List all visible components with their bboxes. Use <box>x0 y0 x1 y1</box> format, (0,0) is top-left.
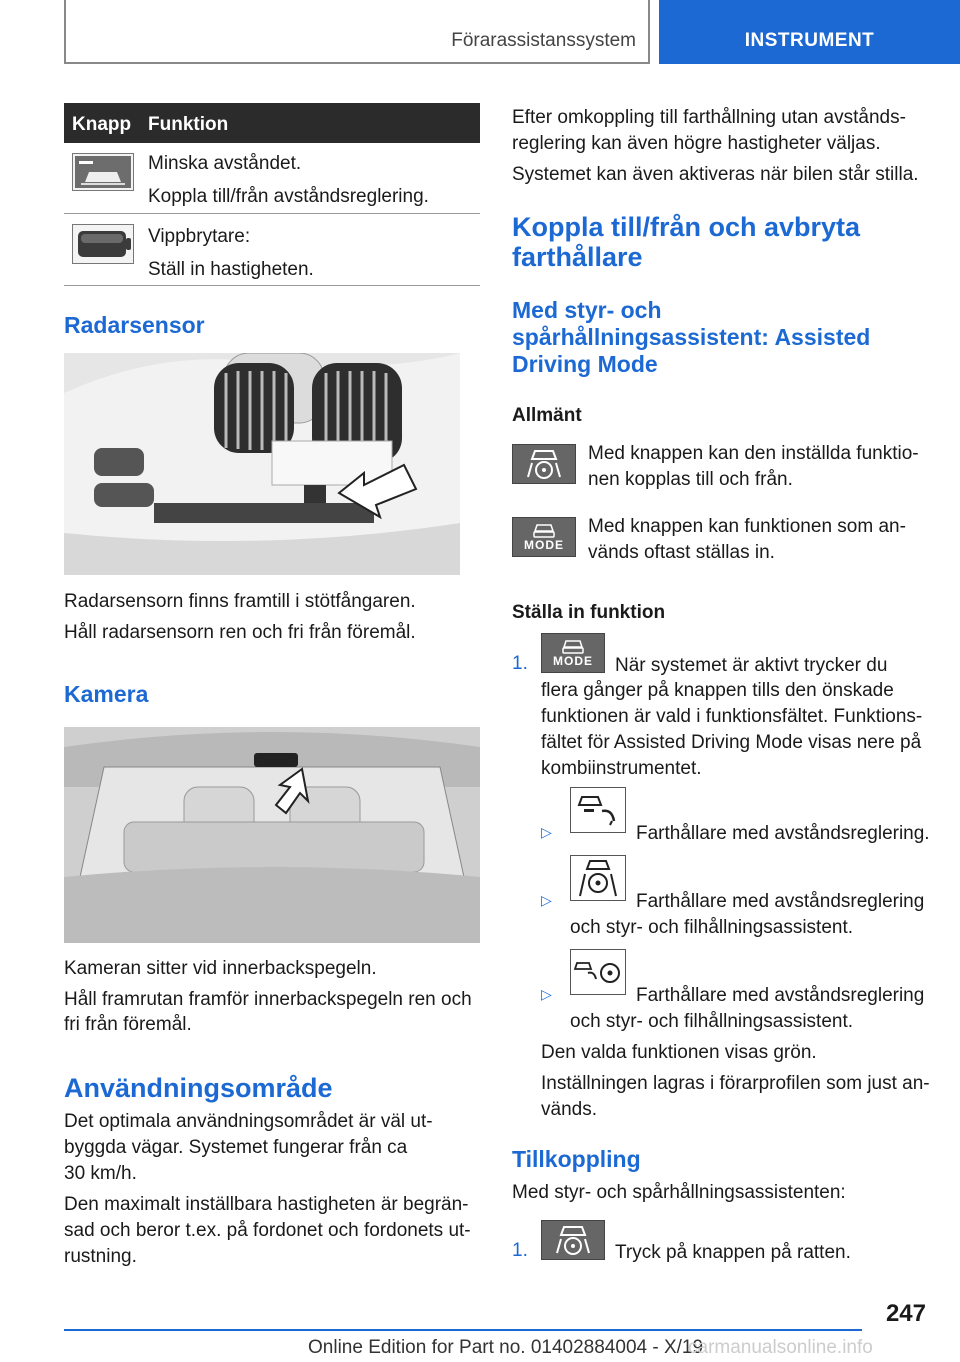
kamera-text-2a: Håll framrutan framför innerbackspegeln ren och <box>64 989 472 1010</box>
mode-label: MODE <box>553 654 593 668</box>
usage-line: 30 km/h. <box>64 1163 137 1184</box>
acc-distance-icon <box>570 787 626 833</box>
section-title: Förarassistanssystem <box>451 30 636 51</box>
chapter-title: INSTRUMENT <box>744 30 875 51</box>
bullet-triangle-icon: ▷ <box>541 986 552 1002</box>
windshield-camera-image <box>64 727 480 943</box>
option-text: och styr- och filhållningsassistent. <box>570 917 854 938</box>
bumper-radar-image <box>64 353 460 575</box>
footer-divider <box>64 1329 862 1331</box>
kamera-text-2b: fri från föremål. <box>64 1014 192 1035</box>
kamera-text-1: Kameran sitter vid innerbackspegeln. <box>64 958 377 979</box>
bullet-triangle-icon: ▷ <box>541 892 552 908</box>
row-line: Minska avståndet. <box>148 153 302 174</box>
usage-line: Det optimala användningsområdet är väl ut- <box>64 1111 433 1132</box>
intro-line: Efter omkoppling till farthållning utan avstånds- <box>512 107 906 128</box>
button-desc-line: Med knappen kan den inställda funktio- <box>588 443 919 464</box>
after-text: Inställningen lagras i förarprofilen som just an- <box>541 1073 930 1094</box>
allmant-heading: Allmänt <box>512 405 582 426</box>
step-line: kombiinstrumentet. <box>541 758 702 779</box>
mode-button-icon <box>512 517 576 557</box>
stalla-heading: Ställa in funktion <box>512 602 666 623</box>
usage-line: rustning. <box>64 1246 137 1267</box>
main-heading-b: farthållare <box>512 242 643 272</box>
row-text <box>148 220 314 286</box>
intro-line: Systemet kan även aktiveras när bilen står stilla. <box>512 164 919 185</box>
sub-heading-b: spårhållningsassistent: Assisted <box>512 324 871 350</box>
step-number: 1. <box>512 1240 528 1261</box>
usage-heading: Användningsområde <box>64 1073 333 1103</box>
mode-button-icon <box>541 633 605 673</box>
key-function-table <box>64 103 480 286</box>
bullet-triangle-icon: ▷ <box>541 824 552 840</box>
button-desc-line: vänds oftast ställas in. <box>588 542 775 563</box>
usage-line: Den maximalt inställbara hastigheten är begrän- <box>64 1194 469 1215</box>
button-desc-line: nen kopplas till och från. <box>588 469 793 490</box>
row-line: Vippbrytare: <box>148 226 251 247</box>
acc-lane-icon <box>570 949 626 995</box>
row-text <box>148 147 429 213</box>
tillkoppling-heading: Tillkoppling <box>512 1146 641 1172</box>
step-number: 1. <box>512 653 528 674</box>
option-text: Farthållare med avståndsreglering <box>636 985 925 1006</box>
step-line: fältet för Assisted Driving Mode visas nere på <box>541 732 922 753</box>
col-header-knapp: Knapp <box>72 114 132 135</box>
radar-heading: Radarsensor <box>64 312 205 338</box>
radar-text-1: Radarsensorn finns framtill i stötfångaren. <box>64 591 416 612</box>
button-desc-line: Med knappen kan funktionen som an- <box>588 516 906 537</box>
table-header <box>64 103 480 143</box>
sub-heading-c: Driving Mode <box>512 351 658 377</box>
intro-line: reglering kan även högre hastigheter väljas. <box>512 133 881 154</box>
after-text: vänds. <box>541 1099 597 1120</box>
step-line: flera gånger på knappen tills den önskade <box>541 680 894 701</box>
header-section-box <box>64 0 650 64</box>
assisted-driving-button-icon <box>512 444 576 484</box>
main-heading-a: Koppla till/från och avbryta <box>512 212 861 242</box>
kamera-heading: Kamera <box>64 681 149 707</box>
minus-distance-icon <box>72 153 134 191</box>
table-row <box>64 143 480 214</box>
after-text: Den valda funktionen visas grön. <box>541 1042 817 1063</box>
assisted-driving-button-icon <box>541 1220 605 1260</box>
watermark: carmanualsonline.info <box>688 1337 873 1358</box>
header-chapter-tab <box>659 0 960 64</box>
acc-steering-icon <box>570 855 626 901</box>
table-row <box>64 214 480 286</box>
radar-text-2: Håll radarsensorn ren och fri från föremål. <box>64 622 416 643</box>
col-header-funktion: Funktion <box>148 114 229 135</box>
row-line: Ställ in hastigheten. <box>148 259 314 280</box>
step-line: Tryck på knappen på ratten. <box>615 1242 851 1263</box>
mode-label: MODE <box>524 538 564 552</box>
rocker-switch-icon <box>72 224 134 264</box>
row-line: Koppla till/från avståndsreglering. <box>148 186 429 207</box>
usage-line: byggda vägar. Systemet fungerar från ca <box>64 1137 408 1158</box>
step-line: När systemet är aktivt trycker du <box>615 655 888 676</box>
page-number: 247 <box>885 1300 926 1327</box>
option-text: och styr- och filhållningsassistent. <box>570 1011 854 1032</box>
option-text: Farthållare med avståndsreglering. <box>636 823 930 844</box>
step-line: funktionen är vald i funktionsfältet. Funktions- <box>541 706 923 727</box>
option-text: Farthållare med avståndsreglering <box>636 891 925 912</box>
tillkoppling-text: Med styr- och spårhållningsassistenten: <box>512 1182 846 1203</box>
footer-edition: Online Edition for Part no. 01402884004 - X/19 <box>308 1337 704 1358</box>
sub-heading-a: Med styr- och <box>512 297 662 323</box>
usage-line: sad och beror t.ex. på fordonet och fordonets ut- <box>64 1220 471 1241</box>
